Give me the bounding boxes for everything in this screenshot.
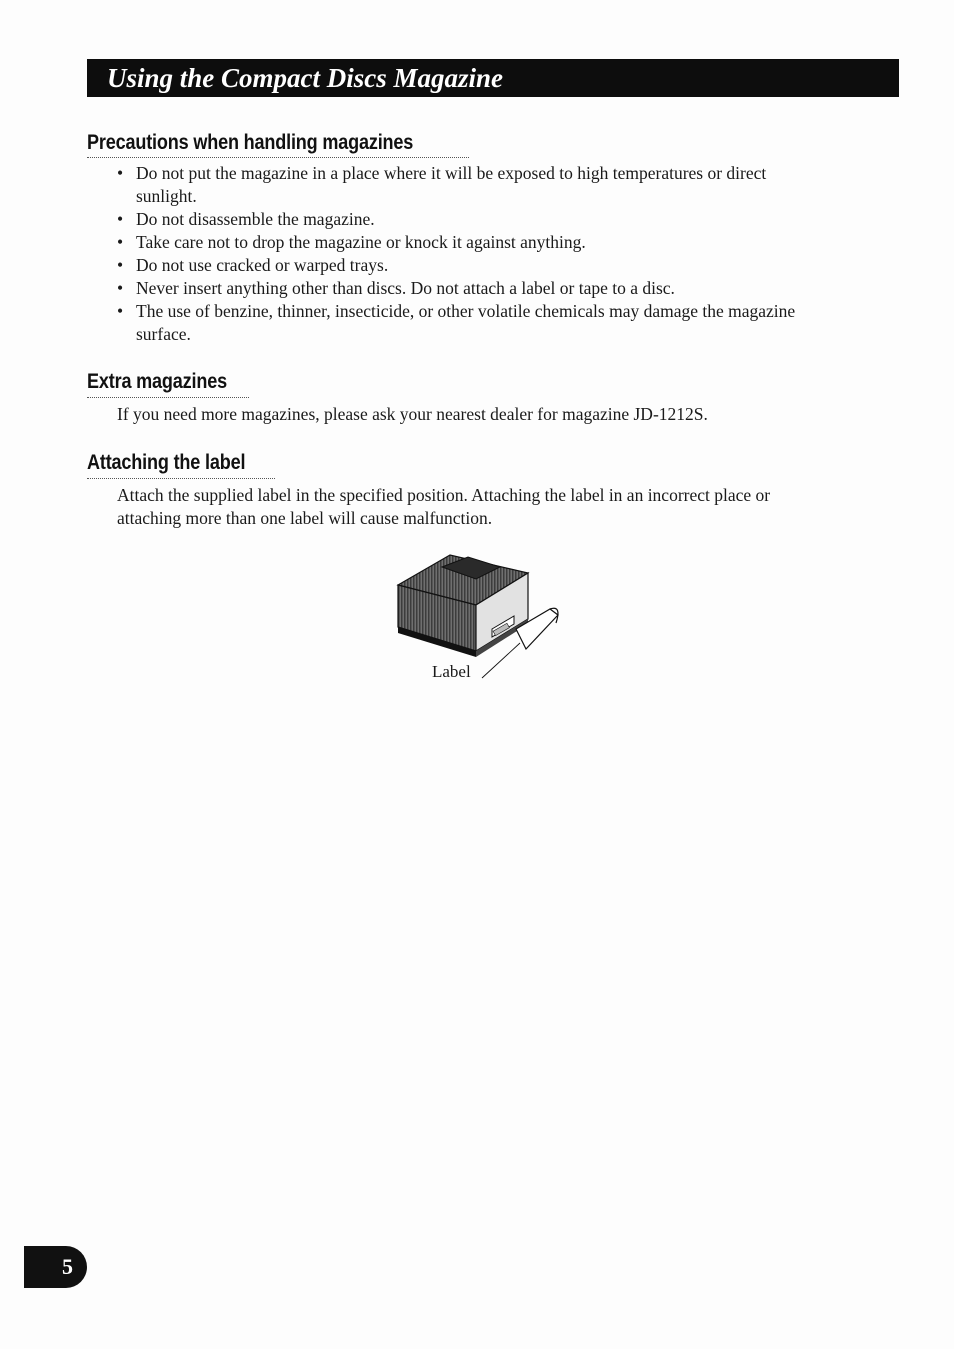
list-item-text: The use of benzine, thinner, insecticide, or other volatile chemicals may damage the magazine surface. [136,301,796,344]
page-number: 5 [62,1254,73,1279]
bullet-icon: • [117,209,124,229]
attaching-label-heading: Attaching the label [87,451,246,474]
attaching-label-heading-rule [87,478,275,479]
list-item-text: Never insert anything other than discs. Do not attach a label or tape to a disc. [136,278,675,298]
precautions-heading-rule [87,157,469,158]
bullet-icon: • [117,232,124,252]
bullet-icon: • [117,301,124,321]
list-item [117,254,817,277]
list-item-text: Do not put the magazine in a place where it will be exposed to high temperatures or direct sunlight. [136,163,767,206]
bullet-icon: • [117,255,124,275]
figure-label: Label [432,662,471,681]
attaching-label-text: Attach the supplied label in the specified position. Attaching the label in an incorrect place or attaching more than one label will cause malfunction. [117,485,771,528]
magazine-illustration [380,545,580,690]
list-item [117,277,817,300]
list-item [117,162,817,208]
page-title: Using the Compact Discs Magazine [107,63,504,93]
precautions-list [117,162,817,346]
list-item-text: Take care not to drop the magazine or knock it against anything. [136,232,586,252]
extra-magazines-text: If you need more magazines, please ask your nearest dealer for magazine JD-1212S. [117,404,708,424]
list-item-text: Do not use cracked or warped trays. [136,255,389,275]
extra-magazines-heading-rule [87,397,249,398]
list-item [117,300,817,346]
list-item-text: Do not disassemble the magazine. [136,209,375,229]
bullet-icon: • [117,278,124,298]
extra-magazines-heading: Extra magazines [87,370,227,393]
bullet-icon: • [117,163,124,183]
list-item [117,208,817,231]
precautions-heading: Precautions when handling magazines [87,131,414,154]
page-title-banner [87,59,899,97]
list-item [117,231,817,254]
page-number-tab [24,1246,87,1288]
